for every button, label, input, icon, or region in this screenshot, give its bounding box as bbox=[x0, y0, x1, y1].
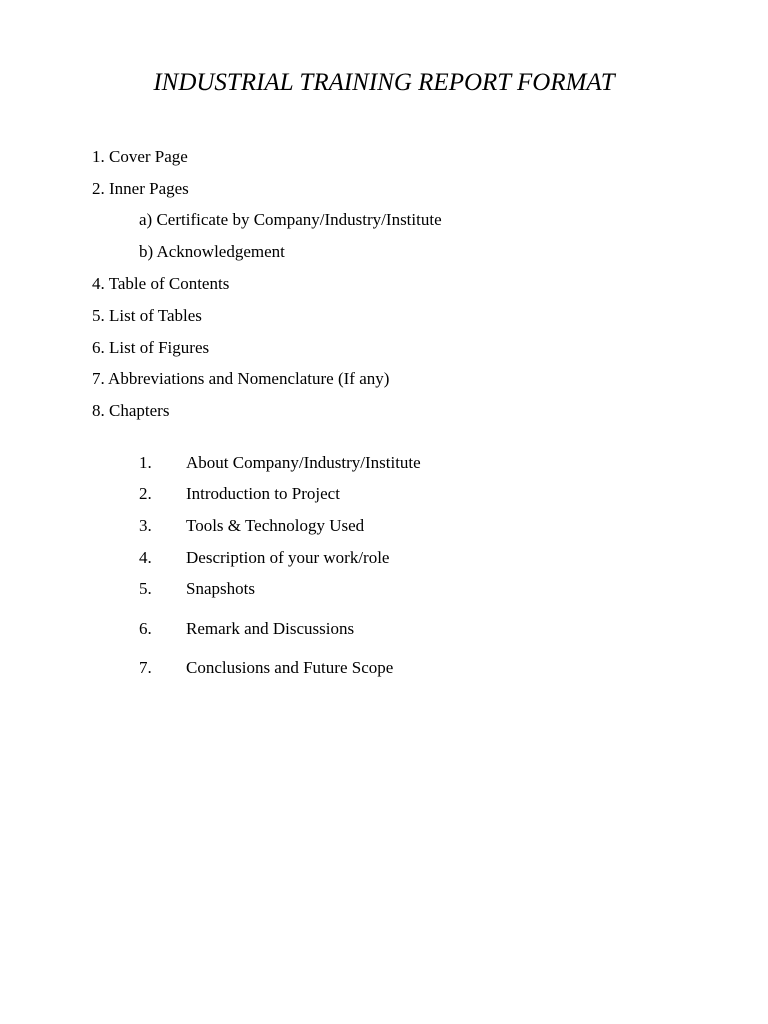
list-item-chapters: 8. Chapters bbox=[92, 401, 170, 420]
list-item-certificate: a) Certificate by Company/Industry/Institute bbox=[139, 210, 442, 229]
list-item-cover-page: 1. Cover Page bbox=[92, 147, 188, 166]
chapter-title: Introduction to Project bbox=[186, 484, 340, 503]
chapter-number: 3. bbox=[139, 516, 152, 535]
list-item-table-of-contents: 4. Table of Contents bbox=[92, 274, 230, 293]
chapter-title: Remark and Discussions bbox=[186, 619, 355, 638]
chapter-title: Tools & Technology Used bbox=[186, 516, 365, 535]
chapter-number: 6. bbox=[139, 619, 152, 638]
document-title: INDUSTRIAL TRAINING REPORT FORMAT bbox=[153, 69, 615, 96]
chapter-title: Snapshots bbox=[186, 579, 255, 598]
chapter-number: 4. bbox=[139, 548, 152, 567]
chapter-number: 1. bbox=[139, 453, 152, 472]
chapter-number: 5. bbox=[139, 579, 152, 598]
chapter-title: Conclusions and Future Scope bbox=[186, 658, 394, 677]
chapter-number: 2. bbox=[139, 484, 152, 503]
chapter-title: Description of your work/role bbox=[186, 548, 390, 567]
chapter-title: About Company/Industry/Institute bbox=[186, 453, 421, 472]
list-item-abbreviations: 7. Abbreviations and Nomenclature (If any) bbox=[92, 369, 390, 388]
list-item-inner-pages: 2. Inner Pages bbox=[92, 179, 189, 198]
list-item-list-of-tables: 5. List of Tables bbox=[92, 306, 202, 325]
list-item-list-of-figures: 6. List of Figures bbox=[92, 338, 210, 357]
chapter-number: 7. bbox=[139, 658, 152, 677]
list-item-acknowledgement: b) Acknowledgement bbox=[139, 242, 285, 261]
